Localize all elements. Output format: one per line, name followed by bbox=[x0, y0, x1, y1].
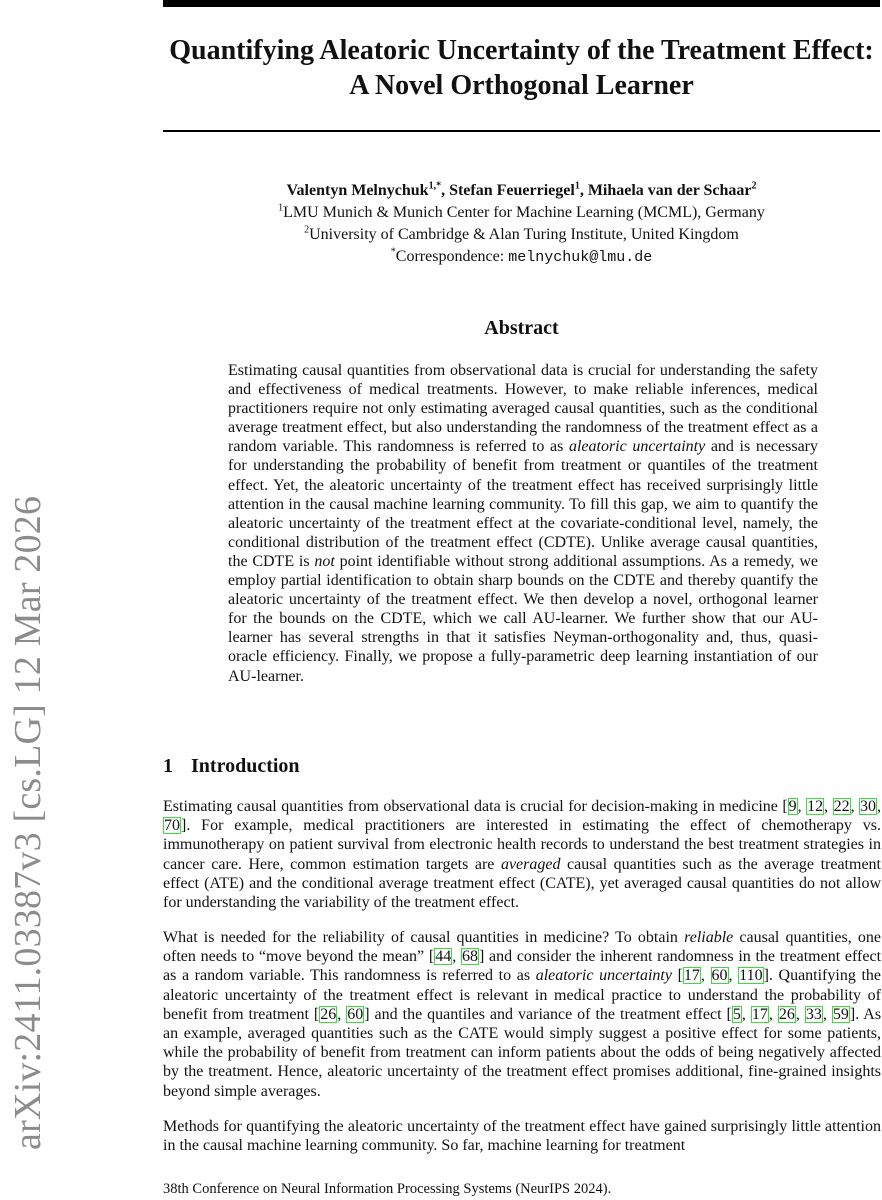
citation-link[interactable]: 59 bbox=[832, 1005, 849, 1023]
citation-link[interactable]: 17 bbox=[683, 967, 700, 985]
top-rule bbox=[163, 0, 880, 7]
correspondence: *Correspondence: melnychuk@lmu.de bbox=[390, 246, 653, 266]
conference-footnote: 38th Conference on Neural Information Processing Systems (NeurIPS 2024). bbox=[163, 1181, 612, 1197]
intro-paragraph-2: What is needed for the reliability of causal quantities in medicine? To obtain reliable causal quantities, one often needs to “move beyond the mean” [44, 68] and consider the inherent randomness in the treatment effect as a random variable. This randomness is referred to as aleatoric uncertainty [17, 60, 110]. Quantifying the aleatoric uncertainty of the treatment effect is relevant in medical practice to understand the probability of benefit from treatment [26, 60] and the quantiles and variance of the treatment effect [5, 17, 26, 33, 59]. As an example, averaged quantities such as the CATE would simply suggest a positive effect for some patients, while the probability of benefit from treatment can inform patients about the odds of being negatively affected by the treatment. Hence, aleatoric uncertainty of the treatment effect promises additional, fine-grained insights beyond simple averages. bbox=[163, 929, 882, 1100]
author-names: Valentyn Melnychuk$^{1,*}$, Stefan Feuerriegel$^1$, Mihaela van der Schaar$^2$ bbox=[286, 180, 757, 199]
citation-link[interactable]: 12 bbox=[807, 798, 824, 815]
intro-paragraph-1: Estimating causal quantities from observational data is crucial for decision-making in medicine [9, 12, 22, 30, 70]. For example, medical practitioners are interested in estimating the effect of chemotherapy vs. immunotherapy on patient survival from electronic health records to understand the best treatment strategies in cancer care. Here, common estimation targets are averaged causal quantities such as the average treatment effect (ATE) and the conditional average treatment effect (CATE), yet averaged causal quantities do not allow for understanding the variability of the treatment effect. bbox=[163, 798, 882, 912]
citation-link[interactable]: 26 bbox=[320, 1005, 337, 1023]
citation-link[interactable]: 17 bbox=[751, 1005, 768, 1023]
citation-link[interactable]: 110 bbox=[739, 967, 763, 985]
author-2-affiliation: 1 bbox=[574, 180, 580, 192]
paper-title: Quantifying Aleatoric Uncertainty of the Treatment Effect: A Novel Orthogonal Learner bbox=[169, 35, 874, 101]
arxiv-identifier: arXiv:2411.03387v3 [cs.LG] 12 Mar 2026 bbox=[7, 495, 49, 1150]
intro-paragraph-3: Methods for quantifying the aleatoric uncertainty of the treatment effect have gained surprisingly little attention in the causal machine learning community. So far, machine learning for treatment bbox=[163, 1118, 881, 1155]
correspondence-email[interactable]: melnychuk@lmu.de bbox=[508, 249, 653, 266]
citation-link[interactable]: 9 bbox=[788, 798, 797, 815]
author-2: Stefan Feuerriegel bbox=[449, 182, 575, 199]
citation-link[interactable]: 33 bbox=[805, 1005, 822, 1023]
author-block bbox=[163, 180, 880, 269]
section-title: Introduction bbox=[191, 755, 300, 777]
citation-link[interactable]: 26 bbox=[778, 1005, 795, 1023]
abstract-heading: Abstract bbox=[484, 317, 559, 339]
section-heading-introduction bbox=[163, 755, 300, 778]
citation-link[interactable]: 30 bbox=[860, 798, 877, 815]
citation-link[interactable]: 60 bbox=[347, 1005, 364, 1023]
author-1: Valentyn Melnychuk bbox=[286, 182, 429, 199]
citation-link[interactable]: 70 bbox=[164, 817, 180, 835]
section-number: 1 bbox=[163, 755, 173, 777]
author-1-affiliation: 1,* bbox=[428, 180, 442, 192]
affiliation-1: $^1$LMU Munich & Munich Center for Machine Learning (MCML), Germany bbox=[278, 202, 765, 221]
author-3-affiliation: 2 bbox=[751, 180, 757, 192]
citation-link[interactable]: 60 bbox=[711, 967, 728, 985]
citation-link[interactable]: 68 bbox=[461, 948, 478, 966]
citation-link[interactable]: 22 bbox=[833, 798, 850, 815]
author-3: Mihaela van der Schaar bbox=[587, 182, 752, 199]
abstract-text: Estimating causal quantities from observational data is crucial for understanding the safety and effectiveness of medical treatments. However, to make reliable inferences, medical practitioners require not only estimating averaged causal quantities, such as the conditional average treatment effect, but also understanding the randomness of the treatment effect as a random variable. This randomness is referred to as aleatoric uncertainty and is necessary for understanding the probability of benefit from treatment or quantiles of the treatment effect. Yet, the aleatoric uncertainty of the treatment effect has received surprisingly little attention in the causal machine learning community. To fill this gap, we aim to quantify the aleatoric uncertainty of the treatment effect at the covariate-conditional level, namely, the conditional distribution of the treatment effect (CDTE). Unlike average causal quantities, the CDTE is not point identifiable without strong additional assumptions. As a remedy, we employ partial identification to obtain sharp bounds on the CDTE and thereby quantify the aleatoric uncertainty of the treatment effect. We then develop a novel, orthogonal learner for the bounds on the CDTE, which we call AU-learner. We further show that our AU-learner has several strengths in that it satisfies Neyman-orthogonality and, thus, quasi-oracle efficiency. Finally, we propose a fully-parametric deep learning instantiation of our AU-learner. bbox=[228, 362, 819, 685]
affiliation-2: $^2$University of Cambridge & Alan Turing Institute, United Kingdom bbox=[304, 224, 739, 243]
citation-link[interactable]: 5 bbox=[732, 1005, 741, 1023]
title-rule bbox=[163, 130, 880, 132]
citation-link[interactable]: 44 bbox=[435, 948, 452, 966]
